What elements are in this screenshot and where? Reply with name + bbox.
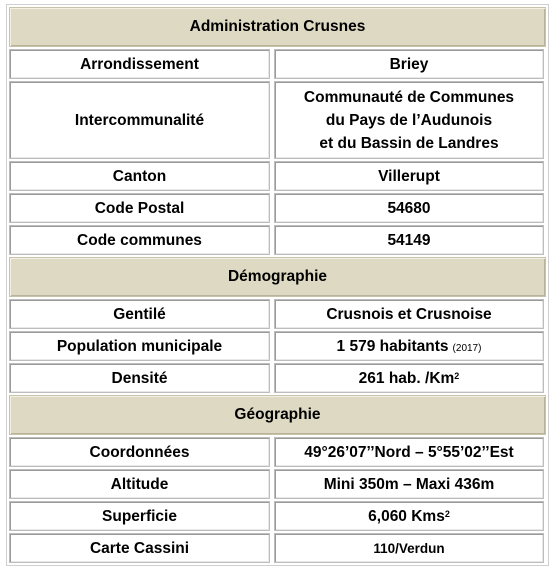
table-row-altitude (9, 469, 546, 499)
densite-value: 261 hab. /Km (358, 369, 455, 387)
row-label: Code communes (9, 225, 270, 255)
table-row-code-postal (9, 193, 546, 223)
row-label: Population municipale (9, 331, 270, 361)
table-row-code-communes (9, 225, 546, 255)
row-value: 6,060 Kms $^2$ (274, 501, 544, 531)
section-header-geographie: Géographie (9, 395, 546, 435)
section-header-demographie: Démographie (9, 257, 546, 297)
table-row-arrondissement (9, 49, 546, 79)
row-value (274, 81, 544, 159)
value-line: Communauté de Communes (303, 88, 515, 106)
info-table (6, 4, 549, 566)
table-row-superficie (9, 501, 546, 531)
row-label: Coordonnées (9, 437, 270, 467)
row-label: Altitude (9, 469, 270, 499)
superficie-value: 6,060 Kms (368, 507, 445, 525)
table-row-canton (9, 161, 546, 191)
table-row-population (9, 331, 546, 361)
row-value (274, 331, 544, 361)
row-value: 54149 (274, 225, 544, 255)
row-label: Code Postal (9, 193, 270, 223)
row-label: Arrondissement (9, 49, 270, 79)
section-header-administration: Administration Crusnes (9, 7, 546, 47)
row-label: Intercommunalité (9, 81, 270, 159)
row-value: Briey (274, 49, 544, 79)
row-value: Crusnois et Crusnoise (274, 299, 544, 329)
table-row-densite (9, 363, 546, 393)
population-year: (2017) (452, 342, 482, 354)
row-label: Superficie (9, 501, 270, 531)
table-row-intercommunalite (9, 81, 546, 159)
value-line: et du Bassin de Landres (319, 134, 499, 152)
row-value: 110/Verdun (274, 533, 544, 563)
row-value: 54680 (274, 193, 544, 223)
row-label: Carte Cassini (9, 533, 270, 563)
row-value: Villerupt (274, 161, 544, 191)
population-value: 1 579 habitants (336, 337, 449, 355)
table-row-coordonnees (9, 437, 546, 467)
row-value: 49°26’07’’Nord – 5°55’02’’Est (274, 437, 544, 467)
row-label: Densité (9, 363, 270, 393)
table-row-carte-cassini (9, 533, 546, 563)
row-label: Canton (9, 161, 270, 191)
row-label: Gentilé (9, 299, 270, 329)
value-line: du Pays de l’Audunois (325, 111, 493, 129)
table-row-gentile (9, 299, 546, 329)
row-value: 261 hab. /Km $^2$ (274, 363, 544, 393)
row-value: Mini 350m – Maxi 436m (274, 469, 544, 499)
